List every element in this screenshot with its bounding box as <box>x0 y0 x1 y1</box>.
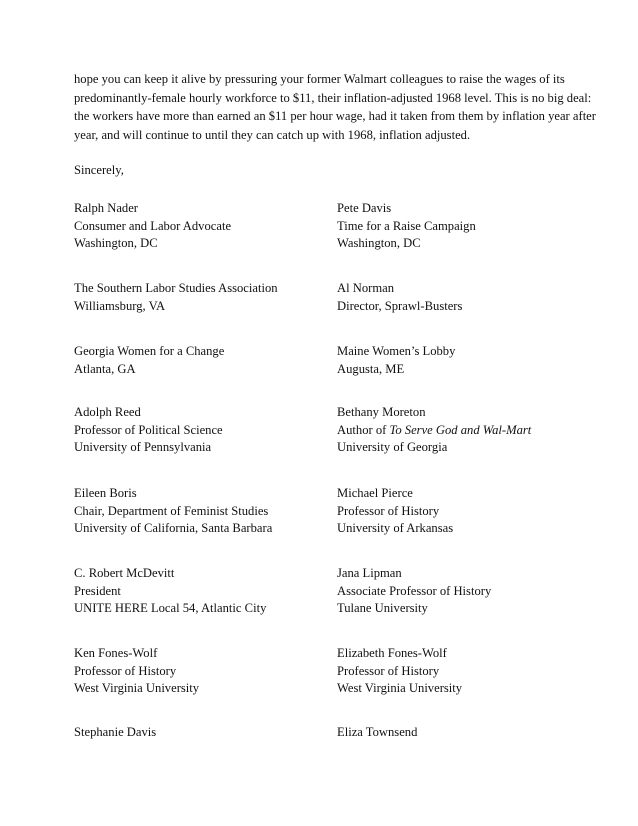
signatory-name: Maine Women’s Lobby <box>337 344 456 358</box>
signatory-name: Al Norman <box>337 281 395 295</box>
signatory-name: Jana Lipman <box>337 566 402 580</box>
signatory-title: President <box>74 583 121 598</box>
signatory-eileen-boris <box>74 485 344 538</box>
signatory-affiliation: University of Arkansas <box>337 521 454 536</box>
signatory-affiliation: West Virginia University <box>337 681 463 696</box>
signatory-name: Adolph Reed <box>74 405 141 419</box>
paragraph-line: predominantly-female hourly workforce to $11, their inflation-adjusted 1968 level. This is no big deal: <box>74 90 592 105</box>
signatory-name: Eliza Townsend <box>337 725 418 739</box>
signatory-affiliation: University of Georgia <box>337 440 448 455</box>
signatory-bethany-moreton <box>337 404 607 457</box>
signatory-jana-lipman <box>337 565 607 618</box>
author-of-label: Author of <box>337 422 387 437</box>
signatory-adolph-reed <box>74 404 344 457</box>
signatory-title: Consumer and Labor Advocate <box>74 218 232 233</box>
signatory-title: Time for a Raise Campaign <box>337 218 476 233</box>
signatory-name: Georgia Women for a Change <box>74 344 225 358</box>
signatory-pete-davis <box>337 200 607 253</box>
signatory-ralph-nader <box>74 200 344 253</box>
signatory-title <box>337 422 607 440</box>
signatory-location: Atlanta, GA <box>74 361 136 376</box>
signatory-affiliation: Tulane University <box>337 601 428 616</box>
signatory-title: Professor of Political Science <box>74 422 223 437</box>
book-title: To Serve God and Wal-Mart <box>389 422 532 437</box>
signatory-name: Elizabeth Fones-Wolf <box>337 646 447 660</box>
letter-paragraph <box>74 70 614 144</box>
signatory-name: Stephanie Davis <box>74 725 157 739</box>
signatory-title: Professor of History <box>74 663 177 678</box>
signatory-title: Chair, Department of Feminist Studies <box>74 503 269 518</box>
paragraph-line: year, and will continue to until they can catch up with 1968, inflation adjusted. <box>74 127 471 142</box>
signatory-location: Washington, DC <box>337 236 421 251</box>
signatory-affiliation: West Virginia University <box>74 681 200 696</box>
signatory-name: The Southern Labor Studies Association <box>74 281 278 295</box>
signatory-southern-labor-studies <box>74 280 344 315</box>
signatory-name: Michael Pierce <box>337 486 413 500</box>
signatory-affiliation: University of California, Santa Barbara <box>74 521 273 536</box>
signatory-maine-womens-lobby <box>337 343 607 378</box>
signatory-title: Professor of History <box>337 663 440 678</box>
signatory-location: Washington, DC <box>74 236 158 251</box>
signatory-title: Director, Sprawl-Busters <box>337 298 463 313</box>
signatory-name: C. Robert McDevitt <box>74 566 175 580</box>
signatory-eliza-townsend <box>337 724 607 742</box>
signatory-name: Ralph Nader <box>74 201 138 215</box>
signatory-michael-pierce <box>337 485 607 538</box>
signatory-name: Eileen Boris <box>74 486 137 500</box>
signatory-affiliation: UNITE HERE Local 54, Atlantic City <box>74 601 267 616</box>
signatory-location: Williamsburg, VA <box>74 298 166 313</box>
signatory-elizabeth-fones-wolf <box>337 645 607 698</box>
signatory-name: Pete Davis <box>337 201 392 215</box>
signatory-affiliation: University of Pennsylvania <box>74 440 212 455</box>
paragraph-line: hope you can keep it alive by pressuring your former Walmart colleagues to raise the wages of its <box>74 72 565 86</box>
signatory-title: Associate Professor of History <box>337 583 492 598</box>
signatory-stephanie-davis <box>74 724 344 742</box>
signatory-name: Bethany Moreton <box>337 405 426 419</box>
signatory-al-norman <box>337 280 607 315</box>
letter-closing: Sincerely, <box>74 163 124 177</box>
signatory-ken-fones-wolf <box>74 645 344 698</box>
signatory-name: Ken Fones-Wolf <box>74 646 158 660</box>
signatory-title: Professor of History <box>337 503 440 518</box>
signatory-georgia-women <box>74 343 344 378</box>
paragraph-line: the workers have more than earned an $11 per hour wage, had it taken from them by inflation year after <box>74 109 596 124</box>
signatory-robert-mcdevitt <box>74 565 344 618</box>
signatory-location: Augusta, ME <box>337 361 405 376</box>
